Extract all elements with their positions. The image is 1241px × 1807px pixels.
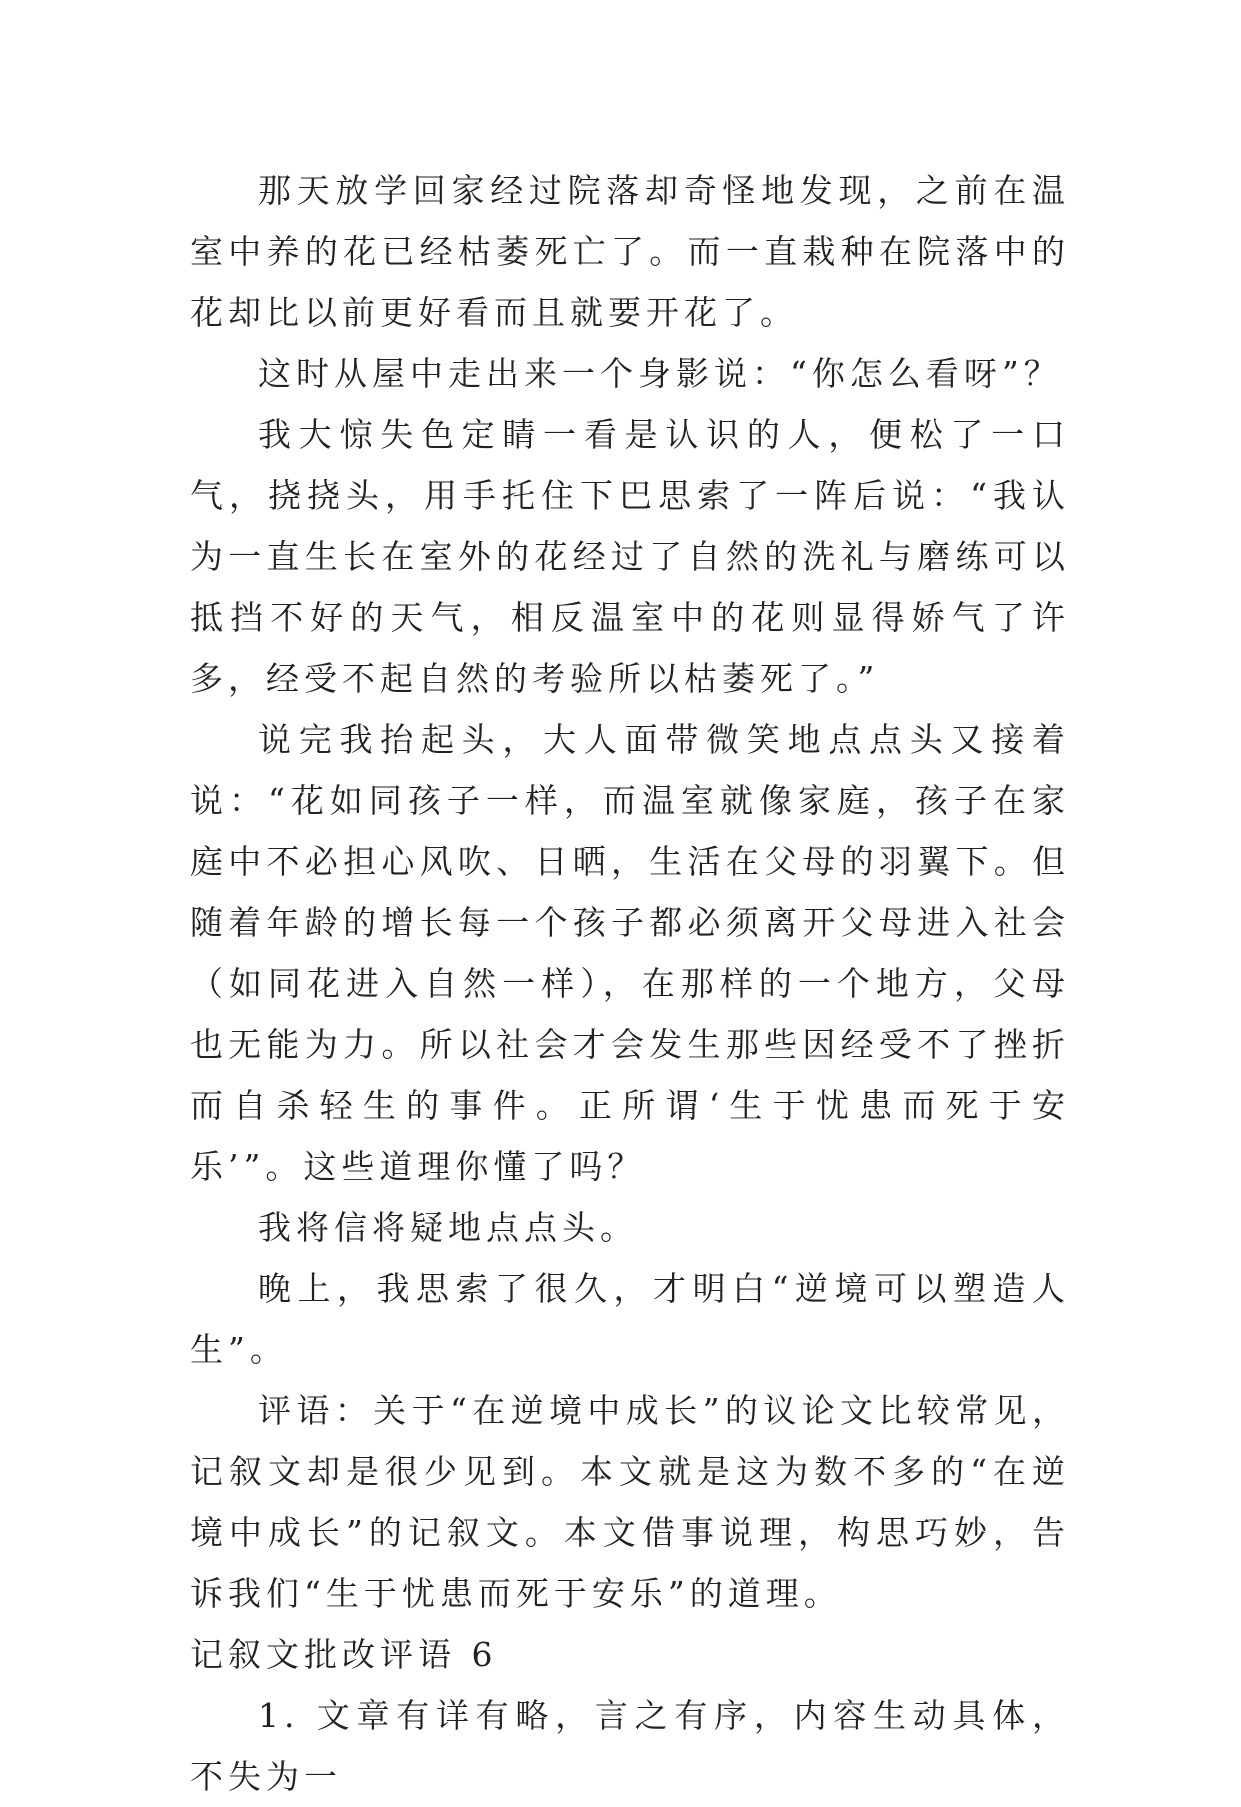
comment-paragraph: 评语：关于“在逆境中成长”的议论文比较常见，记叙文却是很少见到。本文就是这为数不多的“在逆境中成长”的记叙文。本文借事说理，构思巧妙，告诉我们“生于忧患而死于安乐”的道理。	[190, 1391, 1070, 1613]
story-paragraph-5: 我将信将疑地点点头。	[258, 1208, 638, 1247]
story-paragraph-6: 晚上，我思索了很久，才明白“逆境可以塑造人生”。	[190, 1269, 1070, 1369]
story-paragraph-3: 我大惊失色定睛一看是认识的人，便松了一口气，挠挠头，用手托住下巴思索了一阵后说：“我认为一直生长在室外的花经过了自然的洗礼与磨练可以抵挡不好的天气，相反温室中的花则显得娇气了许多，经受不起自然的考验所以枯萎死了。”	[190, 415, 1070, 698]
document-body	[190, 160, 1070, 1807]
story-paragraph-1: 那天放学回家经过院落却奇怪地发现，之前在温室中养的花已经枯萎死亡了。而一直栽种在院落中的花却比以前更好看而且就要开花了。	[190, 171, 1070, 332]
story-paragraph-4: 说完我抬起头，大人面带微笑地点点头又接着说：“花如同孩子一样，而温室就像家庭，孩子在家庭中不必担心风吹、日晒，生活在父母的羽翼下。但随着年龄的增长每一个孩子都必须离开父母进入社会（如同花进入自然一样），在那样的一个地方，父母也无能为力。所以社会才会发生那些因经受不了挫折而自杀轻生的事件。正所谓‘生于忧患而死于安乐’”。这些道理你懂了吗？	[190, 720, 1070, 1186]
section-heading: 记叙文批改评语 6	[190, 1635, 498, 1674]
story-paragraph-2: 这时从屋中走出来一个身影说：“你怎么看呀”？	[258, 354, 1062, 393]
list-item: 1. 文章有详有略，言之有序，内容生动具体，不失为一	[190, 1696, 1070, 1796]
